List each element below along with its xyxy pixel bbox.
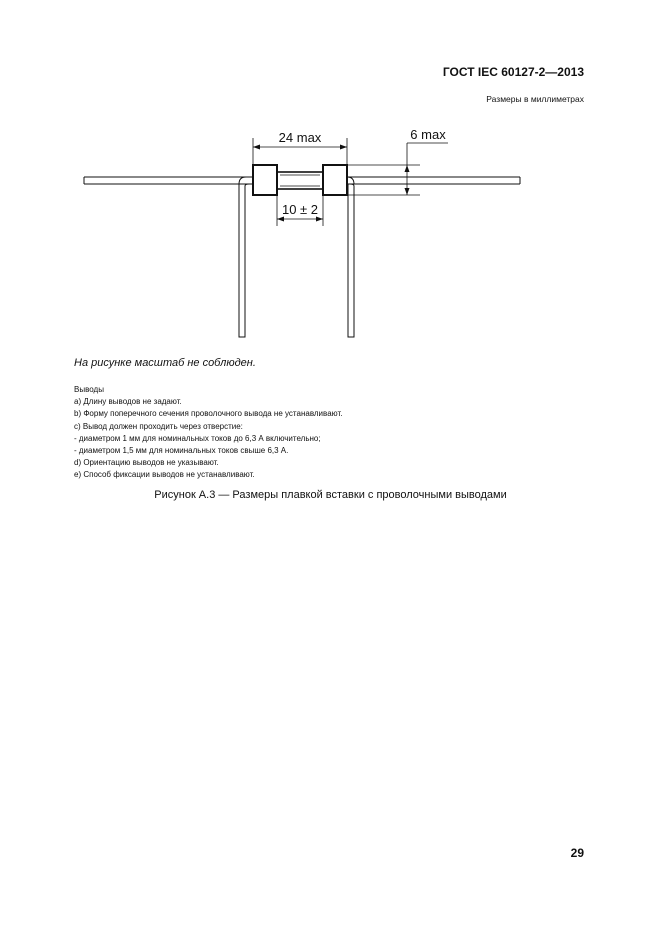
note-item: a) Длину выводов не задают. — [74, 397, 182, 407]
note-item: - диаметром 1,5 мм для номинальных токов свыше 6,3 А. — [74, 446, 289, 456]
right-cap — [323, 165, 347, 195]
note-item: d) Ориентацию выводов не указывают. — [74, 458, 219, 468]
fuse-drawing — [0, 120, 661, 350]
note-item: b) Форму поперечного сечения проволочного вывода не устанавливают. — [74, 409, 343, 419]
units-note: Размеры в миллиметрах — [486, 94, 584, 104]
dim-label-inner: 10 ± 2 — [281, 202, 319, 217]
dim-label-diameter: 6 max — [410, 127, 446, 142]
note-item: - диаметром 1 мм для номинальных токов до 6,3 А включительно; — [74, 433, 321, 443]
note-item: c) Вывод должен проходить через отверстие: — [74, 421, 243, 431]
scale-note: На рисунке масштаб не соблюден. — [74, 357, 256, 369]
left-cap — [253, 165, 277, 195]
left-bent-lead — [239, 184, 249, 337]
note-item: e) Способ фиксации выводов не устанавливают. — [74, 470, 255, 480]
dim-label-overall: 24 max — [278, 130, 322, 145]
page-number: 29 — [570, 846, 584, 860]
notes-title: Выводы — [74, 385, 104, 394]
standard-header: ГОСТ IEC 60127-2—2013 — [442, 65, 584, 79]
fuse-body — [277, 172, 323, 189]
right-bent-lead — [348, 184, 354, 337]
leads-notes — [74, 384, 342, 482]
figure-caption: Рисунок А.3 — Размеры плавкой вставки с проволочными выводами — [154, 489, 507, 501]
